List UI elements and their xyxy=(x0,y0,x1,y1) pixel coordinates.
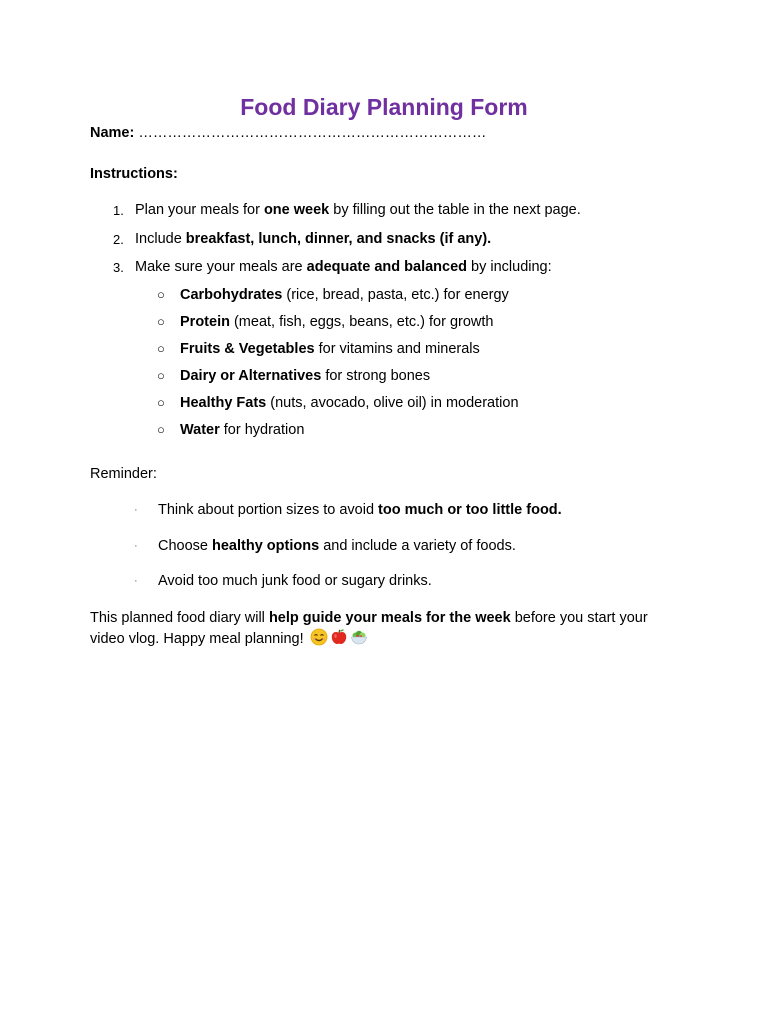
closing-line-2: video vlog. Happy meal planning! xyxy=(90,628,368,652)
salad-icon xyxy=(350,628,368,652)
smiling-face-icon xyxy=(310,628,328,652)
name-field-row xyxy=(90,123,486,143)
reminder-text: Avoid too much junk food or sugary drinks. xyxy=(158,573,432,589)
nutrient-text: Protein (meat, fish, eggs, beans, etc.) for growth xyxy=(180,314,494,330)
list-number: 3. xyxy=(113,260,124,275)
closing-line-1: This planned food diary will help guide your meals for the week before you start your xyxy=(90,610,648,626)
page-title: Food Diary Planning Form xyxy=(240,94,528,120)
list-number: 1. xyxy=(113,203,124,218)
reminder-text: Choose healthy options and include a variety of foods. xyxy=(158,538,516,554)
name-blank-line: ……………………………………………………………… xyxy=(138,125,487,141)
reminder-heading: Reminder: xyxy=(90,466,157,482)
name-label: Name: xyxy=(90,125,135,141)
nutrient-text: Healthy Fats (nuts, avocado, olive oil) in moderation xyxy=(180,395,519,411)
dot-bullet-icon: · xyxy=(134,504,138,516)
nutrient-text: Dairy or Alternatives for strong bones xyxy=(180,368,431,384)
instructions-heading: Instructions: xyxy=(90,166,178,182)
hollow-circle-bullet-icon: ○ xyxy=(157,422,165,437)
list-item-text: Plan your meals for one week by filling out the table in the next page. xyxy=(135,202,581,218)
list-item-text: Make sure your meals are adequate and balanced by including: xyxy=(135,259,552,275)
hollow-circle-bullet-icon: ○ xyxy=(157,341,165,356)
nutrient-text: Water for hydration xyxy=(180,422,305,438)
hollow-circle-bullet-icon: ○ xyxy=(157,368,165,383)
apple-icon xyxy=(330,628,348,652)
nutrient-text: Carbohydrates (rice, bread, pasta, etc.) for energy xyxy=(180,287,509,303)
nutrient-text: Fruits & Vegetables for vitamins and minerals xyxy=(180,341,480,357)
dot-bullet-icon: · xyxy=(134,575,138,587)
list-number: 2. xyxy=(113,232,124,247)
hollow-circle-bullet-icon: ○ xyxy=(157,395,165,410)
dot-bullet-icon: · xyxy=(134,540,138,552)
hollow-circle-bullet-icon: ○ xyxy=(157,314,165,329)
list-item-text: Include breakfast, lunch, dinner, and snacks (if any). xyxy=(135,231,492,247)
reminder-text: Think about portion sizes to avoid too much or too little food. xyxy=(158,502,562,518)
hollow-circle-bullet-icon: ○ xyxy=(157,287,165,302)
